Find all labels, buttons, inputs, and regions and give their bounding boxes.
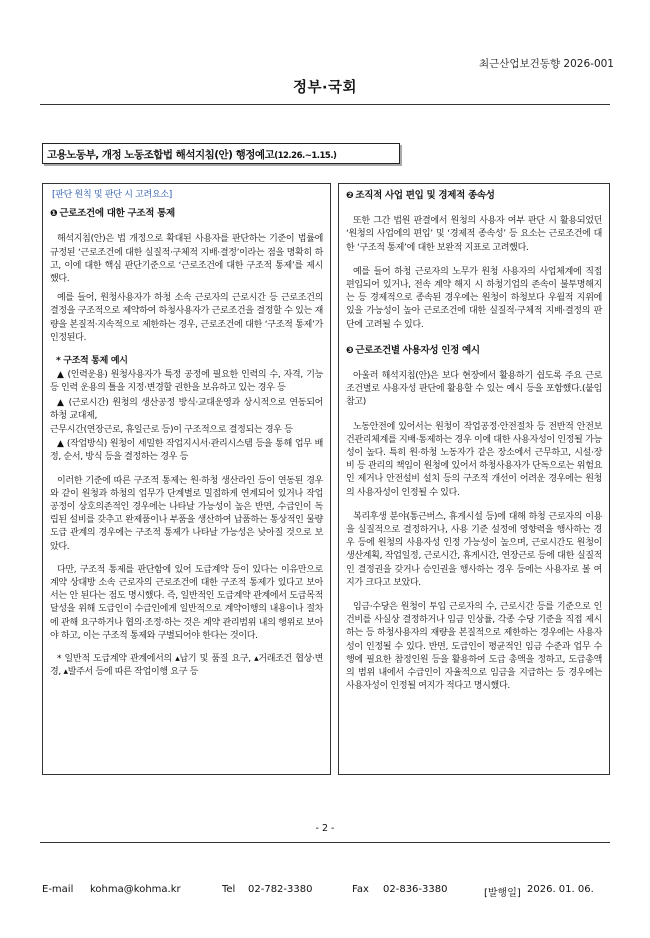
heading-structural-control [50,207,323,221]
heading-organizational [346,189,602,203]
left-column [42,183,331,775]
article-title: 고용노동부, 개정 노동조합법 해석지침(안) 행정예고 [47,149,275,161]
paragraph: 또한 그간 법원 판결에서 원청의 사용자 여부 판단 시 활용되었던 ‘원청의 사업에의 편입’ 및 ‘경제적 종속성’ 등 요소는 근로조건에 대한 ‘구조적 통제’에 대한 보완적 지표로 고려했다. [346,216,602,253]
tel-label: Tel [222,884,236,895]
article-title-dates: (12.26.~1.15.) [274,151,337,161]
tel-value: 02-782-3380 [248,884,313,895]
publication-label: 최근산업보건동향 2026-001 [478,58,614,70]
example-item: ▲ (근로시간) 원청의 생산공정 방식·교대운영과 상시적으로 연동되어 하청 교대제, [50,397,323,421]
bottom-divider [40,842,610,843]
right-column [338,183,610,775]
heading-text: 근로조건에 대한 구조적 통제 [59,208,175,220]
number-1-icon: ❶ [50,209,58,220]
issue-date: 2026. 01. 06. [527,884,594,895]
page-number: - 2 - [315,823,335,834]
footnote: * 일반적 도급계약 관계에서의 ▴납기 및 품질 요구, ▴거래조건 협상·변경, ▴발주서 등에 따른 작업이행 요구 등 [50,654,323,678]
heading-text: 근로조건별 사용자성 인정 예시 [355,344,480,356]
email-link[interactable]: kohma@kohma.kr [90,884,181,895]
fax-label: Fax [352,884,369,895]
number-3-icon: ❸ [346,345,354,356]
email-label: E-mail [42,884,74,895]
number-2-icon: ❷ [346,191,354,201]
heading-text: 조직적 사업 편입 및 경제적 종속성 [355,190,495,201]
paragraph: 예를 들어 하청 근로자의 노무가 원청 사용자의 사업체계에 직접 편입되어 있거나, 전속 계약 해지 시 하청기업의 존속이 불투명해지는 등 경제적으로 종속된 경우에는 원청이 하청보다 우월적 지위에 있을 가능성이 높아 근로조건에 대한 실질적·구체적 지배·결정의 판단에 고려될 수 있다. [346,266,602,330]
heading-examples [346,344,602,358]
criteria-tag: [판단 원칙 및 판단 시 고려요소] [52,190,172,200]
paragraph: 예를 들어, 원청사용자가 하청 소속 근로자의 근로시간 등 근로조건의 결정을 구조적으로 제약하여 하청사용자가 근로조건을 결정할 수 있는 재량을 본질적·지속적으로 제한하는 경우, 근로조건에 대한 ‘구조적 통제’가 인정된다. [50,293,323,343]
example-item: ▲ (작업방식) 원청이 세밀한 작업지시서·관리시스템 등을 통해 업무 배정, 순서, 방식 등을 결정하는 경우 등 [50,439,323,463]
paragraph: 해석지침(안)은 법 개정으로 확대된 사용자를 판단하는 기준이 법률에 규정된 ‘근로조건에 대한 실질적·구체적 지배·결정’이라는 점을 명확히 하고, 이에 대한 핵심 판단기준으로 ‘근로조건에 대한 구조적 통제’를 제시했다. [50,234,323,285]
paragraph: 이러한 기준에 따른 구조적 통제는 원·하청 생산라인 등이 연동된 경우와 같이 원청과 하청의 업무가 단계별로 밀접하게 연계되어 있거나 작업공정이 상호의존적인 경우에는 나타날 가능성이 높은 반면, 수급인이 독립된 설비를 갖추고 완제품이나 부품을 생산하여 납품하는 통상적인 물량도급 관계의 경우에는 구조적 통제가 나타날 가능성은 낮아질 것으로 보았다. [50,475,323,552]
paragraph: 복리후생 분야(통근버스, 휴게시설 등)에 대해 하청 근로자의 이용을 실질적으로 결정하거나, 사용 기준 설정에 영향력을 행사하는 경우 등에 원청의 사용자성 인정 가능성이 높으며, 근로시간도 원청이 생산계획, 작업일정, 근로시간, 휴게시간, 연장근로 등에 대한 실질적인 결정권을 갖거나 승인권을 행사하는 경우 등에는 사용자로 볼 여지가 크다고 보았다. [346,511,602,588]
example-item: ▲ (인력운용) 원청사용자가 특정 공정에 필요한 인력의 수, 자격, 기능 등 인력 운용의 틀을 지정·변경할 권한을 보유하고 있는 경우 등 [50,370,323,394]
top-divider [40,104,610,105]
paragraph: 노동안전에 있어서는 원청이 작업공정·안전절차 등 전반적 안전보건관리체계를 지배·통제하는 경우 이에 대한 사용자성이 인정될 가능성이 높다. 특히 원·하청 노동자가 같은 장소에서 근무하고, 시설·장비 등 관리의 책임이 원청에 있어서 하청사용자가 단독으로는 위험요인 제거나 안전설비 설치 등의 구조적 개선이 어려운 경우에는 원청의 사용자성이 인정될 수 있다. [346,421,602,498]
section-title: 정부·국회 [292,80,358,96]
fax-value: 02-836-3380 [383,884,448,895]
paragraph: 임금·수당은 원청이 투입 근로자의 수, 근로시간 등를 기준으로 인건비를 사실상 결정하거나 임금 인상률, 각종 수당 기준을 직접 제시하는 등 하청사용자의 재량을 본질적으로 제한하는 경우에는 사용자성이 인정될 수 있다. 반면, 도급인이 평균적인 임금 수준과 업무 수행에 필요한 참정인원 등을 활용하여 도급 총액을 정하고, 도급총액의 범위 내에서 수급인이 자율적으로 임금을 지급하는 등 경우에는 사용자성이 인정될 여지가 적다고 명시했다. [346,602,602,692]
paragraph: 아울러 해석지침(안)은 보다 현장에서 활용하기 쉽도록 주요 근로조건별로 사용자성 판단에 활용할 수 있는 예시 등을 포함했다.(붙임 참고) [346,371,602,408]
example-item-cont: 근무시간(연장근로, 휴일근로 등)이 구조적으로 결정되는 경우 등 [50,425,293,436]
issue-label: [발행일] [484,888,521,899]
article-title-box [42,143,400,164]
examples-title: * 구조적 통제 예시 [56,356,128,367]
paragraph: 다만, 구조적 통제를 판단함에 있어 도급계약 등이 있다는 이유만으로 계약 상대방 소속 근로자의 근로조건에 대한 구조적 통제가 있다고 보아서는 안 된다는 점도 명시했다. 즉, 일반적인 도급계약 관계에서 도급목적 달성을 위해 도급인이 수급인에게 일반적으로 계약이행의 내용이나 절차에 관해 요구하거나 협의·조정·하는 것은 계약 관리범위 내의 행위로 보아야 하고, 이는 구조적 통제와 구별되어야 한다는 것이다. [50,564,323,641]
